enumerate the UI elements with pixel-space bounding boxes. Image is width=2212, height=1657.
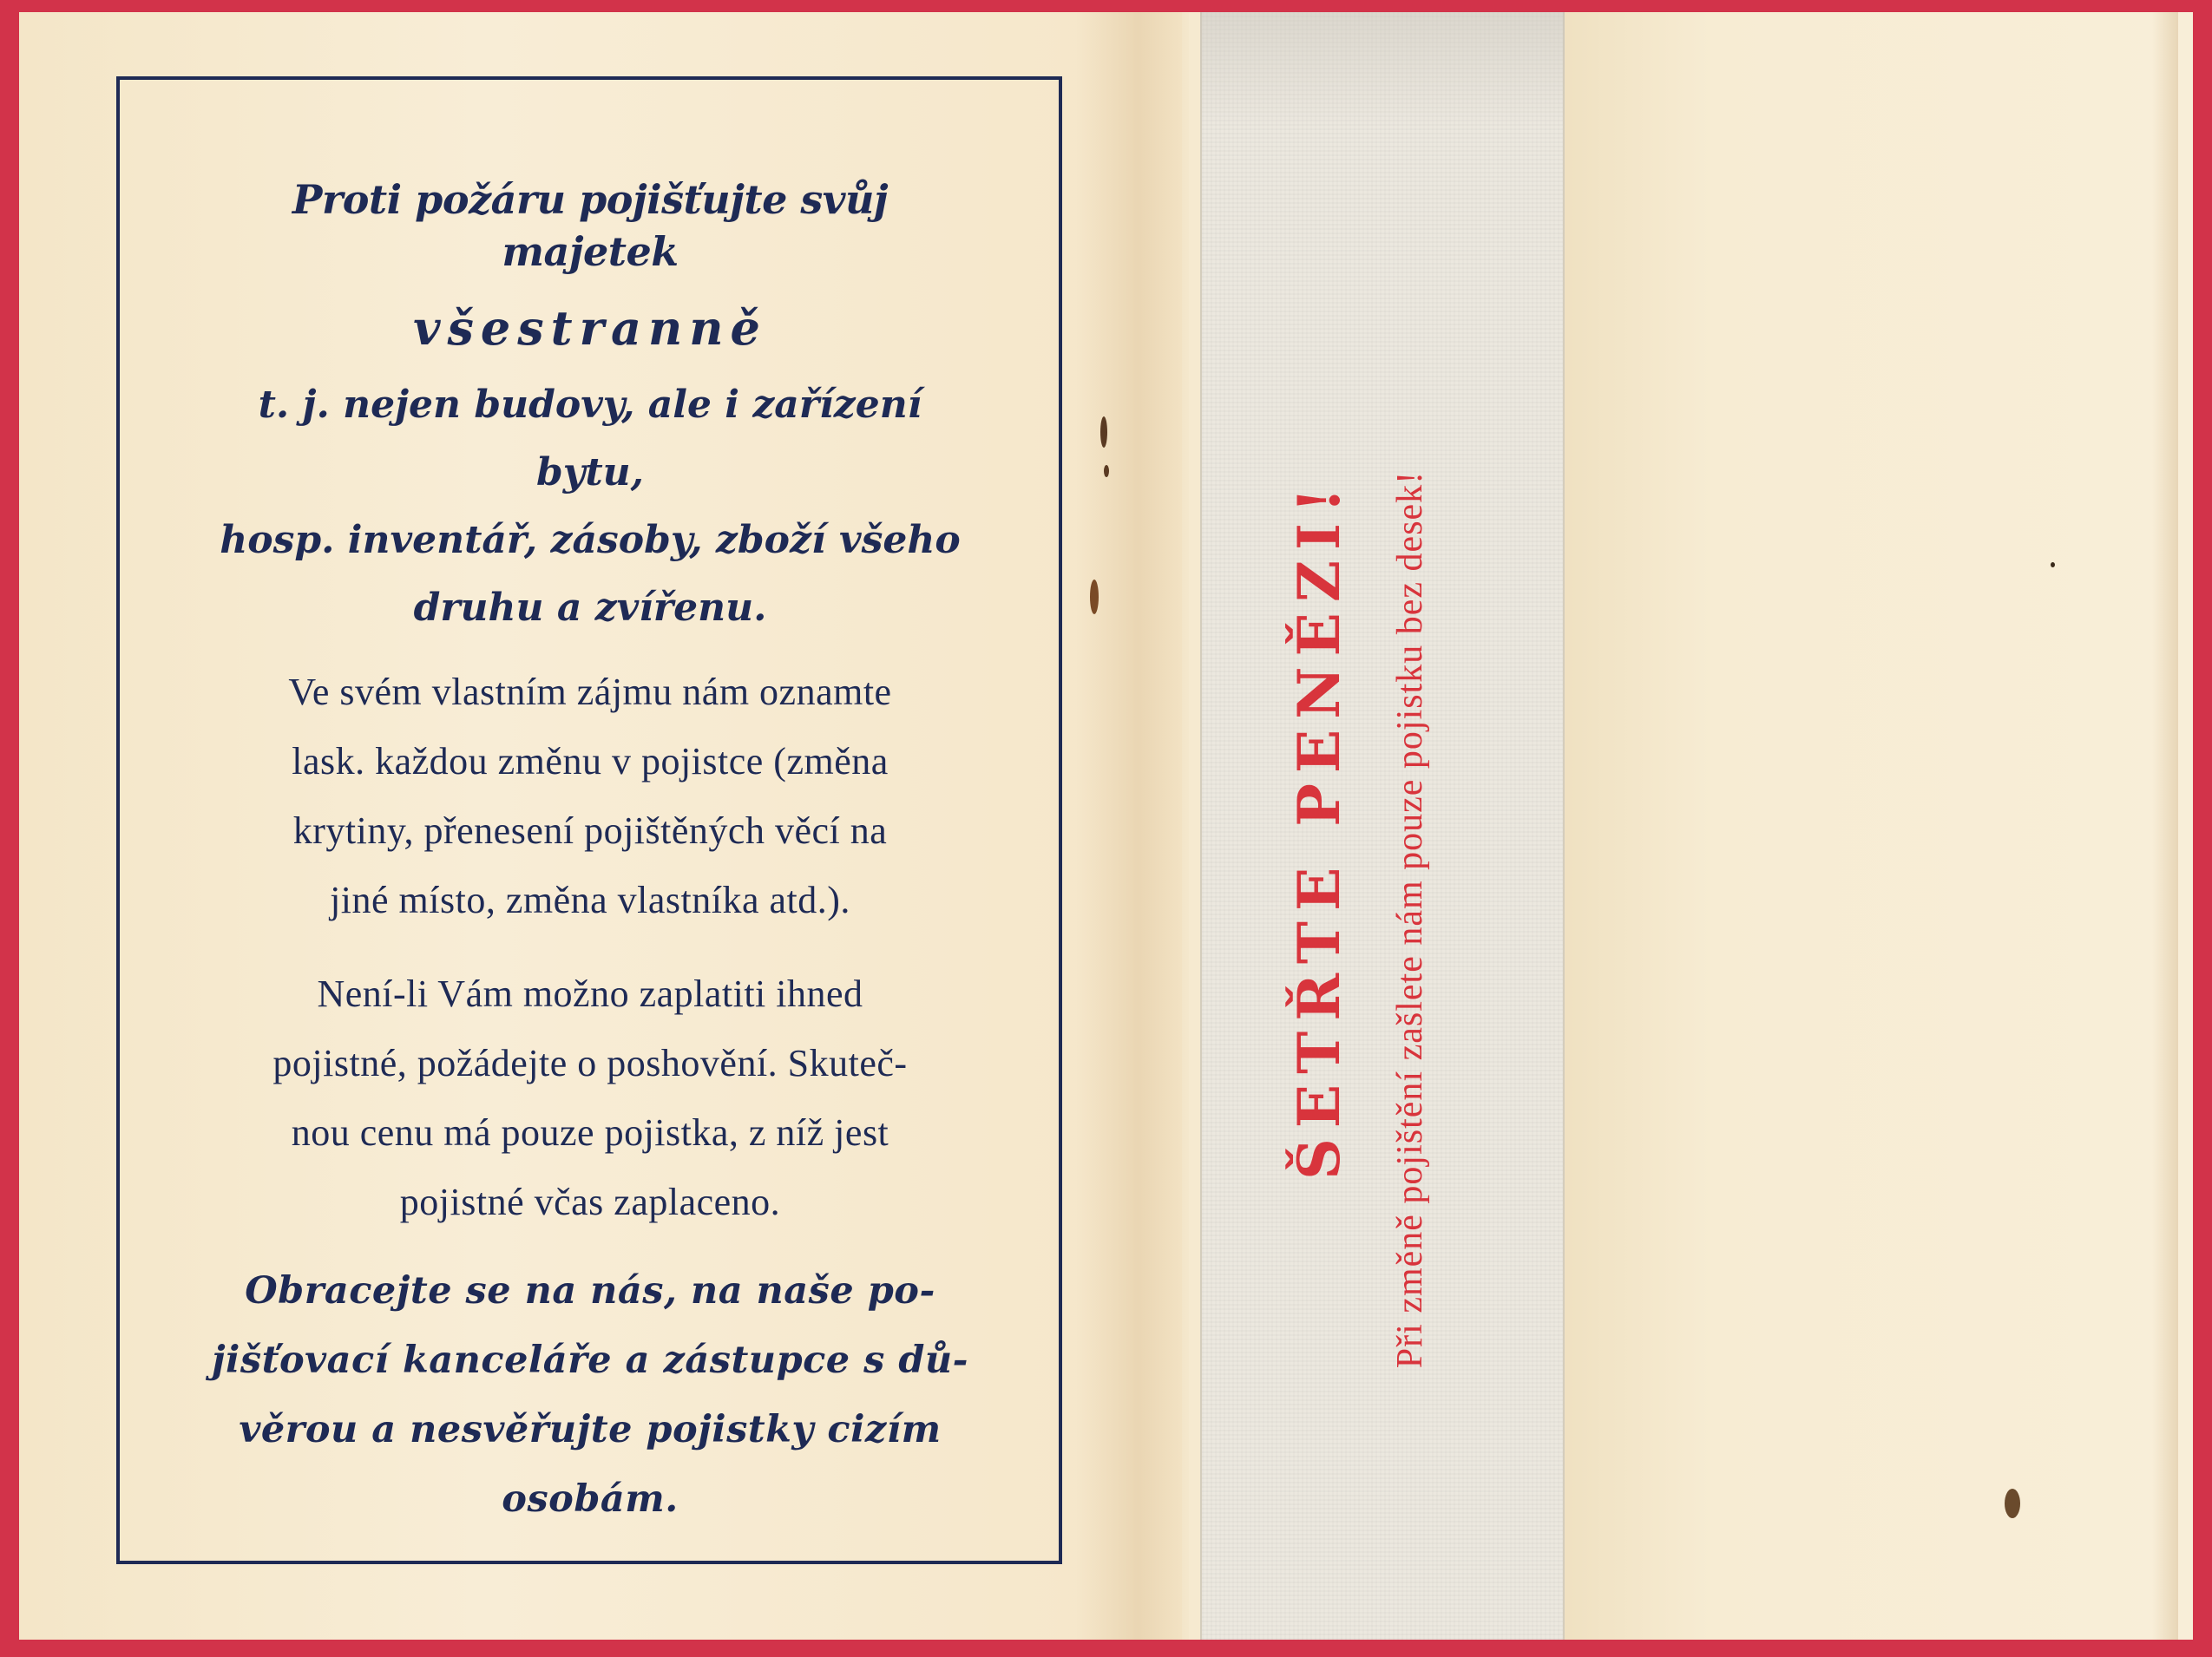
paragraph-line: krytiny, přenesení pojištěných věcí na <box>292 809 888 852</box>
page-mark <box>1104 465 1109 477</box>
spine-shadow <box>1076 12 1189 1640</box>
notice-detail-line: druhu a zvířenu. <box>413 586 767 630</box>
notice-paragraph-change <box>208 658 972 935</box>
pocket-strip-top-shadow <box>1200 12 1565 125</box>
page-mark <box>2005 1489 2020 1518</box>
notice-text-block <box>208 174 972 1571</box>
page-mark <box>1100 416 1107 448</box>
notice-closing <box>208 1256 972 1534</box>
notice-detail <box>208 371 972 642</box>
closing-line: Obracejte se na nás, na naše po- <box>245 1269 935 1313</box>
closing-line: osobám. <box>502 1477 679 1521</box>
paragraph-line: pojistné, požádejte o poshovění. Skuteč- <box>272 1042 908 1084</box>
paragraph-line: Není-li Vám možno zaplatiti ihned <box>317 973 863 1015</box>
page-mark <box>2051 562 2055 567</box>
paragraph-line: jiné místo, změna vlastníka atd.). <box>330 879 850 921</box>
paragraph-line: pojistné včas zaplaceno. <box>399 1181 781 1223</box>
notice-emphasis: všestranně <box>413 300 767 356</box>
notice-detail-line: hosp. inventář, zásoby, zboží všeho <box>220 518 961 562</box>
notice-paragraph-payment <box>208 959 972 1237</box>
right-page <box>1553 12 2193 1640</box>
strip-subtitle: Při změně pojištění zašlete nám pouze pojistku bez desek! <box>1390 470 1430 1369</box>
notice-detail-line: t. j. nejen budovy, ale i zařízení bytu, <box>258 383 922 494</box>
closing-line: věrou a nesvěřujte pojistky cizím <box>239 1408 942 1451</box>
closing-line: jišťovací kanceláře a zástupce s dů- <box>212 1339 968 1382</box>
pocket-strip <box>1200 12 1565 1640</box>
page-mark <box>1090 580 1099 614</box>
paragraph-line: nou cenu má pouze pojistka, z níž jest <box>291 1111 889 1154</box>
paragraph-line: Ve svém vlastním zájmu nám oznamte <box>288 671 892 713</box>
right-page-edge <box>2152 12 2178 1640</box>
strip-title: ŠETŘTE PENĚZI! <box>1285 477 1353 1180</box>
paragraph-line: lask. každou změnu v pojistce (změna <box>292 740 889 783</box>
notice-heading: Proti požáru pojišťujte svůj majetek <box>292 176 889 275</box>
